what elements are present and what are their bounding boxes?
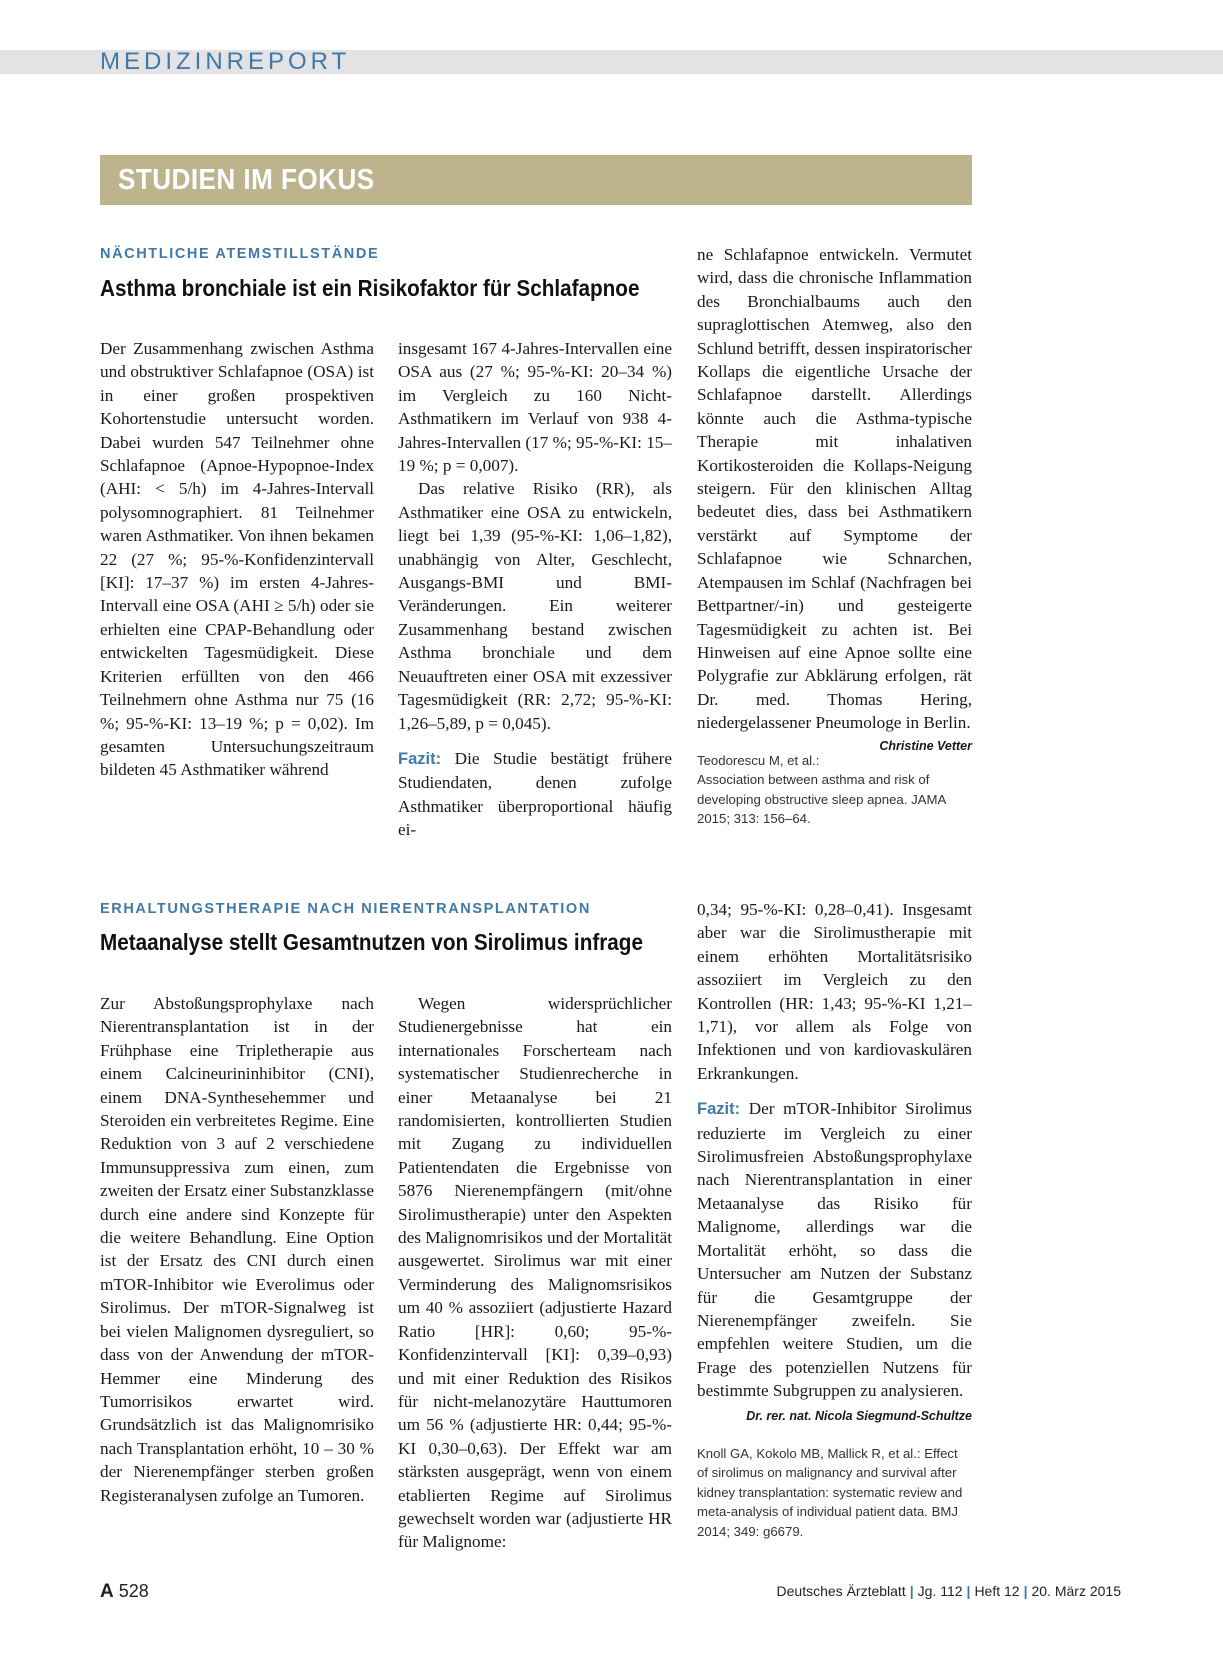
section-banner: [100, 155, 972, 205]
article1-col1-text: Der Zusammenhang zwischen Asthma und obstruktiver Schlafapnoe (OSA) ist in einer großen prospektiven Kohortenstudie untersucht worden. Dabei wurden 547 Teilnehmer ohne Schlafapnoe (Apnoe-Hypopnoe-Index (AHI: < 5/h) im 4-Jahres-Intervall polysomnographiert. 81 Teilnehmer waren Asthmatiker. Von ihnen bekamen 22 (27 %; 95-%-Konfidenzintervall [KI]: 17–37 %) im ersten 4-Jahres-Intervall eine OSA (AHI ≥ 5/h) oder sie erhielten eine CPAP-Behandlung oder entwickelten Tagesmüdigkeit. Diese Kriterien erfüllten von den 466 Teilnehmern ohne Asthma nur 75 (16 %; 95-%-KI: 13–19 %; p = 0,02). Im gesamten Untersuchungszeitraum bildeten 45 Asthmatiker während: [100, 339, 374, 780]
article1-author: Christine Vetter: [879, 738, 972, 753]
article1-fazit-text: Die Studie bestätigt frühere Studiendaten, denen zufolge Asthmatiker überproportional häufig ei-: [398, 748, 672, 840]
journal-volume: Jg. 112: [917, 1583, 963, 1599]
article2-col1-text: Zur Abstoßungsprophylaxe nach Nierentransplantation ist in der Frühphase eine Tripletherapie aus einem Calcineurininhibitor (CNI), einem DNA-Synthesehemmer und Steroiden ein verbreitetes Regime. Eine Reduktion von 3 auf 2 verschiedene Immunsuppressiva zum einen, zum zweiten der Ersatz einer Substanzklasse durch eine andere sind Konzepte für die weitere Behandlung. Eine Option ist der Ersatz des CNI durch einen mTOR-Inhibitor wie Everolimus oder Sirolimus. Der mTOR-Signalweg ist bei vielen Malignomen dysreguliert, so dass von der Anwendung der mTOR-Hemmer eine Minderung des Tumorrisikos erwartet wird. Grundsätzlich ist das Malignomrisiko nach Transplantation erhöht, 10 – 30 % der Nierenempfänger sterben großen Registeranalysen zufolge an Tumoren.: [100, 994, 374, 1505]
article1-headline: Asthma bronchiale ist ein Risikofaktor für Schlafapnoe: [100, 275, 640, 301]
article2-fazit: [697, 1097, 972, 1402]
article1-col2-para2: Das relative Risiko (RR), als Asthmatiker eine OSA zu entwickeln, liegt bei 1,39 (95-%-KI: 1,06–1,82), unabhängig von Alter, Geschlecht, Ausgangs-BMI und BMI-Veränderungen. Ein weiterer Zusammenhang bestand zwischen Asthma bronchiale und dem Neuauftreten einer OSA mit exzessiver Tagesmüdigkeit (RR: 2,72; 95-%-KI: 1,26–5,89, p = 0,045).: [398, 479, 672, 733]
article1-col3-body: ne Schlafapnoe entwickeln. Vermutet wird, dass die chronische Inflammation des Bronchialbaums auch den supraglottischen Atemweg, also den Schlund betrifft, dessen inspiratorischer Kollaps die eigentliche Ursache der Schlafapnoe darstellt. Allerdings könnte auch die Asthma-typische Therapie mit inhalativen Kortikosteroiden die Kollaps-Neigung steigern. Für den klinischen Alltag bedeutet dies, dass bei Asthmatikern verstärkt auf Symptome der Schlafapnoe wie Schnarchen, Atempausen im Schlaf (Nachfragen bei Bettpartner/-in) und gesteigerte Tagesmüdigkeit zu achten ist. Bei Hinweisen auf eine Apnoe sollte eine Polygrafie zur Abklärung erfolgen, rät Dr. med. Thomas Hering, niedergelassener Pneumologe in Berlin.: [697, 245, 972, 733]
article2-col2-text: Wegen widersprüchlicher Studienergebnisse hat ein internationales Forscherteam nach systematischer Studienrecherche in einer Metaanalyse bei 21 randomisierten, kontrollierten Studien mit Zugang zu individuellen Patientendaten die Ergebnisse von 5876 Nierenempfängern (mit/ohne Sirolimustherapie) unter den Aspekten des Malignomrisikos und der Mortalität ausgewertet. Sirolimus war mit einer Verminderung des Malignomsrisikos um 40 % assoziiert (adjustierte Hazard Ratio [HR]: 0,60; 95-%-Konfidenzintervall [KI]: 0,39–0,93) und mit einer Reduktion des Risikos für nicht-melanozytäre Hauttumoren um 56 % (adjustierte HR: 0,44; 95-%-KI 0,30–0,63). Der Effekt war am stärksten ausgeprägt, wenn von einem etablierten Regime auf Sirolimus gewechselt worden war (adjustierte HR für Malignome:: [398, 994, 673, 1552]
journal-date: 20. März 2015: [1031, 1583, 1121, 1599]
page-number-value: 528: [118, 1581, 149, 1601]
article2-headline: Metaanalyse stellt Gesamtnutzen von Sirolimus infrage: [100, 929, 643, 955]
article2-fazit-text: Der mTOR-Inhibitor Sirolimus reduzierte im Vergleich zu einer Sirolimusfreien Abstoßungsprophylaxe nach Nierentransplantation in einer Metaanalyse das Risiko für Malignome, allerdings war die Mortalität erhöht, so dass die Untersucher am Nutzen der Substanz für die Gesamtgruppe der Nierenempfänger zweifeln. Sie empfehlen weitere Studien, um die Frage des potenziellen Nutzens für bestimmte Subgruppen zu analysieren.: [697, 1099, 972, 1401]
page-prefix: A: [100, 1581, 114, 1602]
journal-name: Deutsches Ärzteblatt: [776, 1583, 906, 1599]
article2-reference: Knoll GA, Kokolo MB, Mallick R, et al.: Effect of sirolimus on malignancy and survival after kidney transplantation: systematic review and meta-analysis of individual patient data. BMJ 2014; 349: g6679.: [697, 1445, 963, 1539]
article1-col2-para1: insgesamt 167 4-Jahres-Intervallen eine OSA aus (27 %; 95-%-KI: 20–34 %) im Vergleich zu 160 Nicht-Asthmatikern im Verlauf von 938 4-Jahres-Intervallen (17 %; 95-%-KI: 15–19 %; p = 0,007).: [398, 339, 672, 476]
journal-issue: Heft 12: [974, 1583, 1020, 1599]
article2-column-2: [398, 992, 672, 1554]
article2-column-1: [100, 992, 374, 1507]
separator-1: |: [909, 1583, 914, 1599]
article2-kicker: ERHALTUNGSTHERAPIE NACH NIERENTRANSPLANTATION: [100, 901, 591, 917]
banner-title: STUDIEN IM FOKUS: [118, 164, 375, 196]
section-label: MEDIZINREPORT: [100, 48, 351, 75]
article1-fazit: [398, 747, 672, 842]
page-number: [100, 1581, 149, 1603]
article1-column-2: [398, 337, 672, 842]
article2-author: Dr. rer. nat. Nicola Siegmund-Schultze: [746, 1408, 972, 1423]
article2-column-3: [697, 898, 972, 1541]
separator-3: |: [1023, 1583, 1028, 1599]
article1-fazit-label: Fazit:: [398, 749, 442, 768]
article2-col3-para1: 0,34; 95-%-KI: 0,28–0,41). Insgesamt aber war die Sirolimustherapie mit einem erhöhten Mortalitätsrisiko assoziiert im Vergleich zu den Kontrollen (HR: 1,43; 95-%-KI 1,21–1,71), vor allem als Folge von Infektionen und von kardiovaskulären Erkrankungen.: [697, 900, 972, 1083]
article2-fazit-label: Fazit:: [697, 1100, 741, 1119]
article1-column-1: [100, 337, 374, 782]
article1-column-3: [697, 243, 972, 829]
article1-col3-text: [697, 243, 972, 753]
separator-2: |: [966, 1583, 971, 1599]
journal-info: [777, 1583, 1121, 1599]
article1-kicker: NÄCHTLICHE ATEMSTILLSTÄNDE: [100, 246, 380, 262]
article1-reference: Teodorescu M, et al.: Association between asthma and risk of developing obstructive sleep apnea. JAMA 2015; 313: 156–64.: [697, 752, 946, 827]
